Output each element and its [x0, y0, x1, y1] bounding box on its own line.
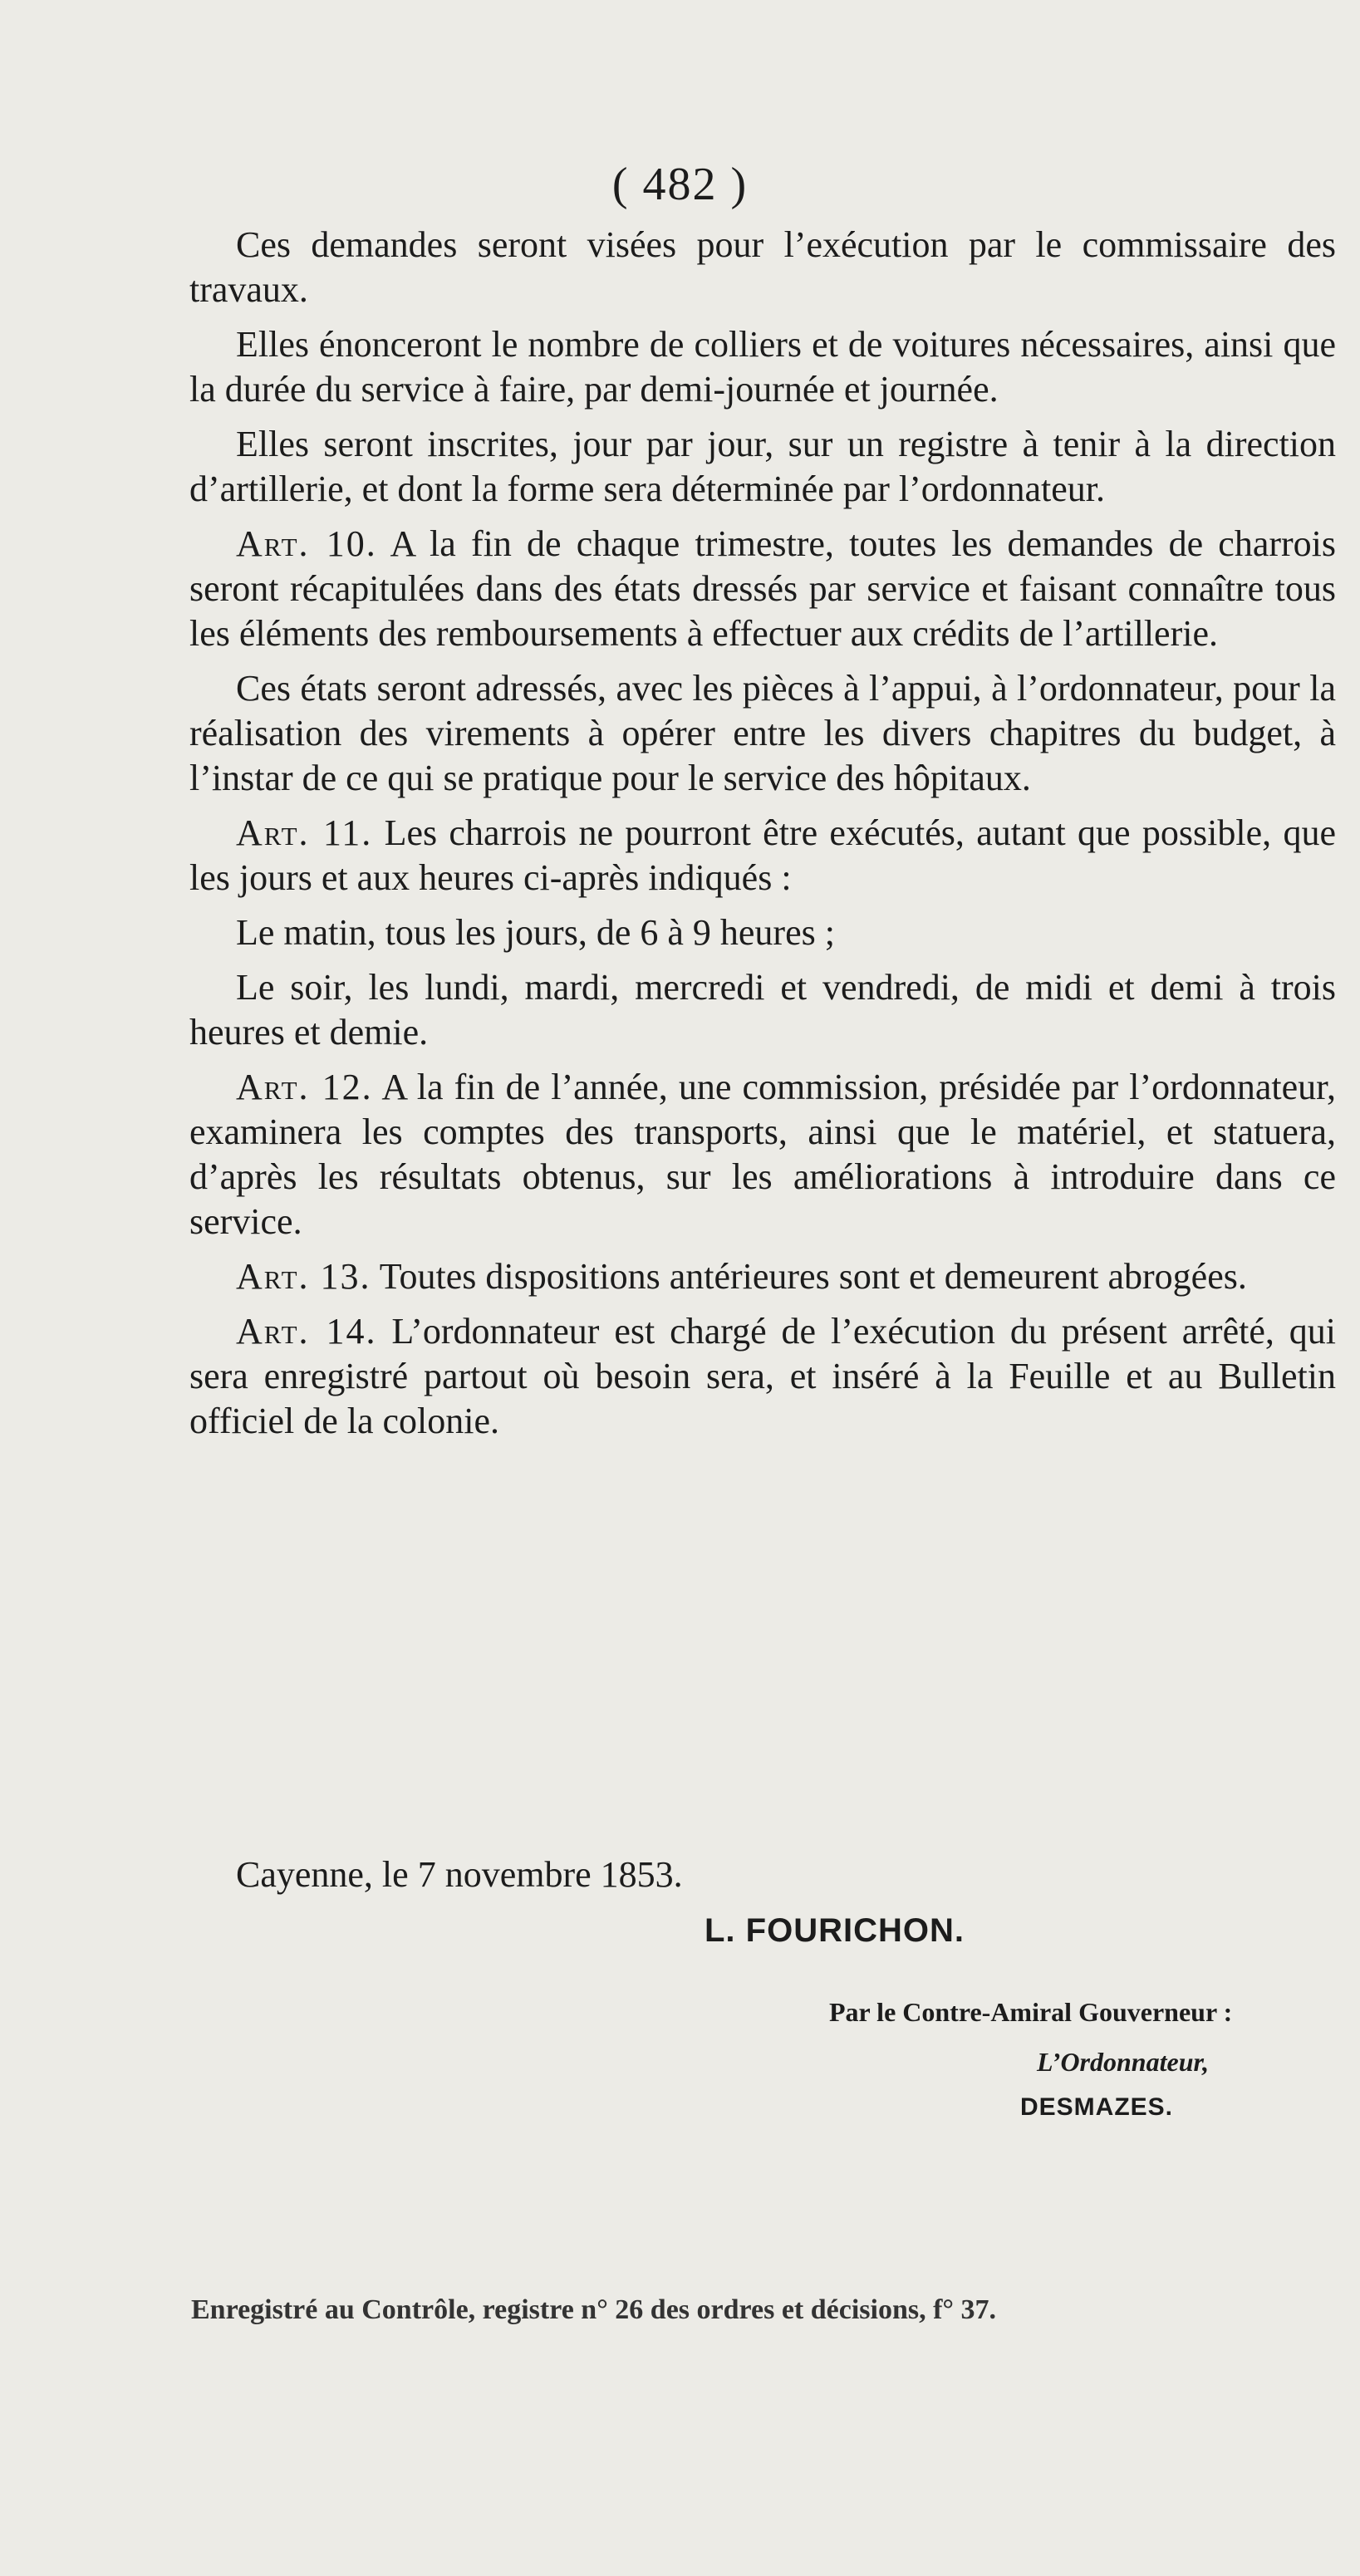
paragraph — [189, 1254, 1336, 1299]
article-label: Art. 12. — [236, 1067, 373, 1107]
place-and-date: Cayenne, le 7 novembre 1853. — [236, 1854, 683, 1895]
paragraph-text: Elles énonceront le nombre de colliers et de voitures nécessaires, ainsi que la durée du service à faire, par demi-journée et journée. — [189, 324, 1336, 410]
paragraph-text: A la fin de l’année, une commission, présidée par l’ordonnateur, examinera les comptes des transports, ainsi que le matériel, et statuera, d’après les résultats obtenus, sur les améliorations à introduire dans ce service. — [189, 1067, 1336, 1242]
paragraph — [189, 1065, 1336, 1244]
paragraph-text: Elles seront inscrites, jour par jour, sur un registre à tenir à la direction d’artillerie, et dont la forme sera déterminée par l’ordonnateur. — [189, 424, 1336, 509]
page-number: ( 482 ) — [611, 159, 749, 210]
paragraph — [189, 910, 1336, 955]
paragraph — [189, 1309, 1336, 1444]
article-label: Art. 13. — [236, 1256, 371, 1297]
article-label: Art. 14. — [236, 1311, 377, 1352]
paragraph-text: L’ordonnateur est chargé de l’exécution du présent arrêté, qui sera enregistré partout où besoin sera, et inséré à la Feuille et au Bulletin officiel de la colonie. — [189, 1311, 1336, 1441]
paragraph-text: Le soir, les lundi, mardi, mercredi et vendredi, de midi et demi à trois heures et demie. — [189, 967, 1336, 1052]
paragraph — [189, 322, 1336, 412]
countersigner-title: L’Ordonnateur, — [1037, 2047, 1210, 2077]
countersigner-name: DESMAZES. — [1020, 2093, 1174, 2121]
paragraph — [189, 666, 1336, 801]
article-label: Art. 11. — [236, 812, 373, 853]
paragraph-text: A la fin de chaque trimestre, toutes les demandes de charrois seront récapitulées dans des états dressés par service et faisant connaître tous les éléments des remboursements à effectuer aux crédits de l’artillerie. — [189, 523, 1336, 654]
body-text — [189, 223, 1336, 1454]
paragraph — [189, 223, 1336, 312]
signature-block — [189, 1852, 1336, 2121]
article-label: Art. 10. — [236, 523, 377, 564]
paragraph-text: Le matin, tous les jours, de 6 à 9 heures ; — [236, 912, 835, 953]
paragraph-text: Toutes dispositions antérieures sont et demeurent abrogées. — [379, 1256, 1247, 1297]
paragraph-text: Ces demandes seront visées pour l’exécution par le commissaire des travaux. — [189, 224, 1336, 310]
paragraph — [189, 811, 1336, 900]
paragraph-text: Les charrois ne pourront être exécutés, autant que possible, que les jours et aux heures ci-après indiqués : — [189, 812, 1336, 898]
registry-note: Enregistré au Contrôle, registre n° 26 des ordres et décisions, f° 37. — [191, 2294, 997, 2325]
signer-name: L. FOURICHON. — [705, 1912, 965, 1949]
paragraph-text: Ces états seront adressés, avec les pièces à l’appui, à l’ordonnateur, pour la réalisation des virements à opérer entre les divers chapitres du budget, à l’instar de ce qui se pratique pour le service des hôpitaux. — [189, 668, 1336, 798]
paragraph — [189, 965, 1336, 1055]
paragraph — [189, 522, 1336, 656]
authority-line: Par le Contre-Amiral Gouverneur : — [829, 1997, 1233, 2027]
paragraph — [189, 422, 1336, 512]
